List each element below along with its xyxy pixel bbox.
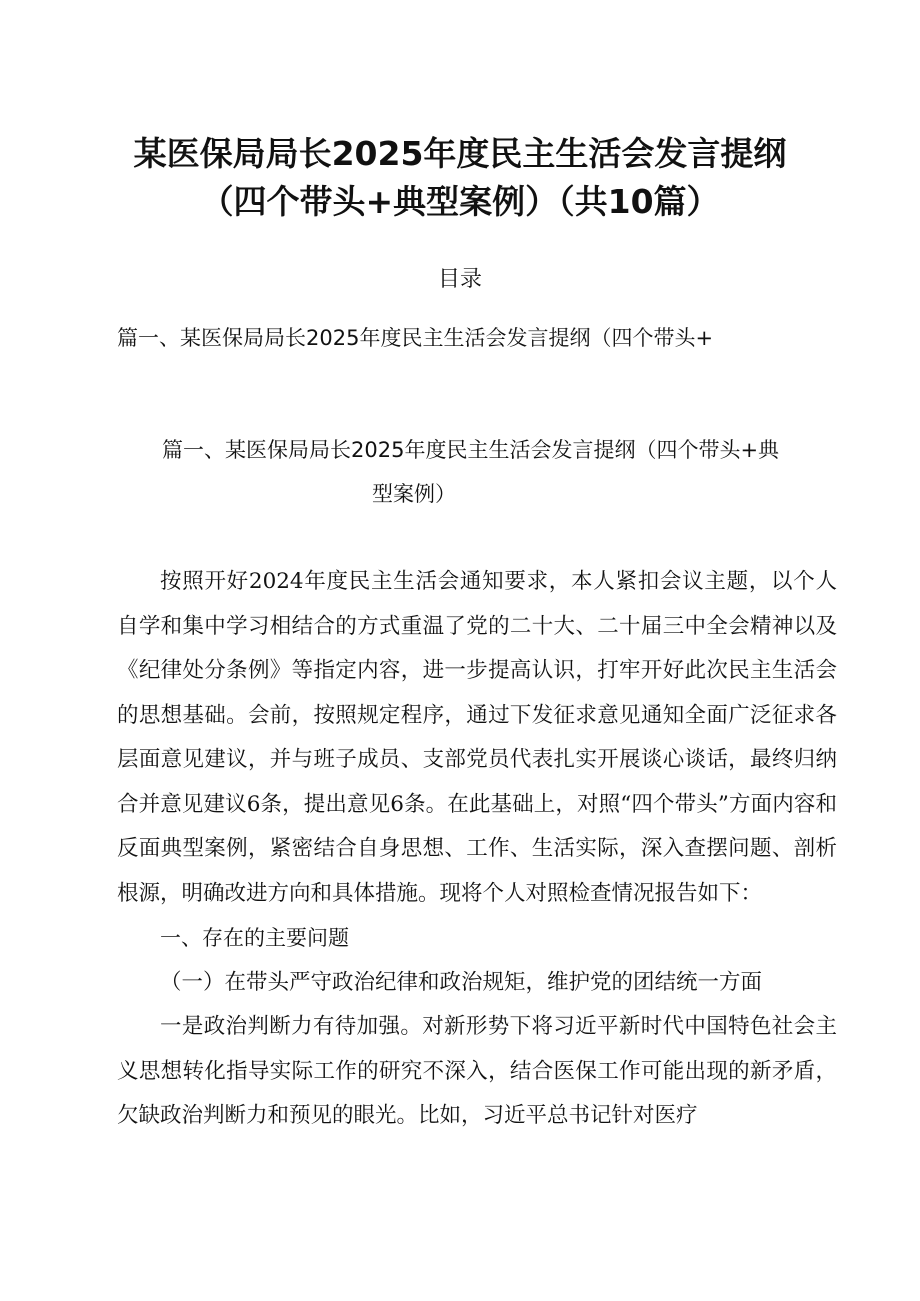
- document-title-line-1: 某医保局局长2025年度民主生活会发言提纲: [133, 134, 787, 173]
- document-title-line-2: （四个带头+典型案例）（共10篇）: [200, 182, 720, 221]
- section-title-line-1: 篇一、某医保局局长2025年度民主生活会发言提纲（四个带头+典: [162, 438, 780, 462]
- paragraph-political-judgment: 一是政治判断力有待加强。对新形势下将习近平新时代中国特色社会主义思想转化指导实际工作的研究不深入，结合医保工作可能出现的新矛盾，欠缺政治判断力和预见的眼光。比如，习近平总书记针对医疗: [117, 1014, 837, 1128]
- intro-paragraph: 按照开好2024年度民主生活会通知要求，本人紧扣会议主题，以个人自学和集中学习相结合的方式重温了党的二十大、二十届三中全会精神以及《纪律处分条例》等指定内容，进一步提高认识，打牢开好此次民主生活会的思想基础。会前，按照规定程序，通过下发征求意见通知全面广泛征求各层面意见建议，并与班子成员、支部党员代表扎实开展谈心谈话，最终归纳合并意见建议6条，提出意见6条。在此基础上，对照“四个带头”方面内容和反面典型案例，紧密结合自身思想、工作、生活实际，深入查摆问题、剖析根源，明确改进方向和具体措施。现将个人对照检查情况报告如下：: [117, 569, 837, 906]
- body-text: [117, 560, 837, 1139]
- toc-heading: 目录: [437, 267, 482, 292]
- toc-item-1[interactable]: 篇一、某医保局局长2025年度民主生活会发言提纲（四个带头+: [117, 326, 714, 350]
- section-title: [162, 428, 842, 516]
- section-title-line-2: 型案例）: [372, 482, 456, 506]
- heading-main-problems: 一、存在的主要问题: [160, 926, 349, 950]
- subheading-political-discipline: （一）在带头严守政治纪律和政治规矩，维护党的团结统一方面: [160, 969, 763, 995]
